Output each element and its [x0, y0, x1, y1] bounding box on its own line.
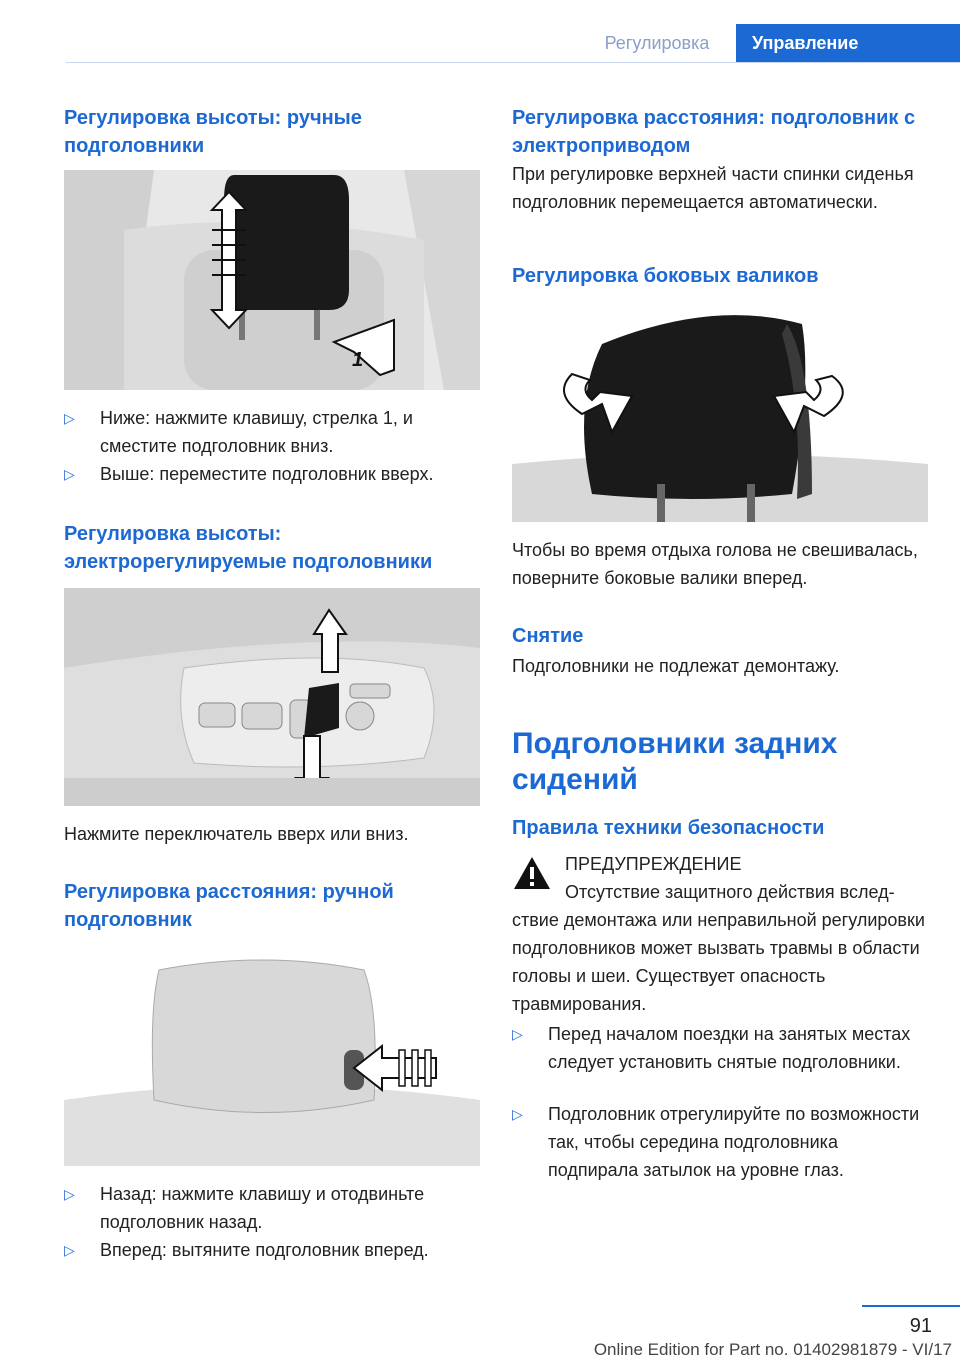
bullet-adjust [512, 1100, 932, 1184]
figure-seat-switch [64, 588, 480, 806]
figure-manual-headrest [64, 170, 480, 390]
figure-label-1: 1 [352, 349, 364, 371]
bullet-forward-text: Вперед: вытяните подголовник вперед. [100, 1240, 429, 1260]
page-number: 91 [909, 1315, 932, 1337]
figure-side-bolsters [512, 304, 928, 522]
header-divider [66, 62, 960, 63]
header-chapter-tab[interactable]: Управление [736, 24, 960, 62]
heading-manual-distance: Регулировка расстояния: ручной подголовник [64, 881, 394, 931]
heading-safety: Правила техники безопасности [512, 817, 825, 839]
bullet-up [64, 460, 480, 488]
triangle-bullet-icon: ▷ [64, 1242, 75, 1258]
bullet-down-text: Ниже: нажмите клавишу, стрелка 1, и сместите подголовник вниз. [100, 408, 413, 456]
triangle-bullet-icon: ▷ [512, 1026, 523, 1042]
heading-electric-height: Регулировка высоты: электрорегулируемые подголовники [64, 523, 433, 573]
footer-edition: Online Edition for Part no. 01402981879 - VI/17 [593, 1340, 952, 1359]
warning-text: Отсутствие защитного действия вследствие демонтажа или неправильной регулировки подголовников может вызвать травмы в области головы и шеи. Существует опасность травмирования. [512, 882, 925, 1014]
paragraph-side: Чтобы во время отдыха голова не свешивалась, поверните боковые валики вперед. [512, 540, 918, 588]
bullet-forward [64, 1236, 480, 1264]
bullet-adjust-text: Подголовник отрегулируйте по возможности так, чтобы середина подголовника подпирала затылок на уровне глаз. [548, 1104, 920, 1180]
bullet-up-text: Выше: переместите подголовник вверх. [100, 464, 434, 484]
bullet-down [64, 404, 480, 460]
footer-divider [862, 1305, 960, 1307]
bullet-before-driving-text: Перед началом поездки на занятых местах следует установить снятые подголовники. [548, 1024, 911, 1072]
heading-removal: Снятие [512, 625, 584, 647]
heading-rear-headrests: Подголовники задних сидений [512, 727, 838, 796]
heading-electric-distance: Регулировка расстояния: подголовник с электроприводом [512, 107, 916, 157]
bullet-before-driving [512, 1020, 932, 1076]
heading-side-bolsters: Регулировка боковых валиков [512, 265, 819, 287]
triangle-bullet-icon: ▷ [64, 466, 75, 482]
figure-headrest-distance [64, 950, 480, 1166]
triangle-bullet-icon: ▷ [64, 1186, 75, 1202]
paragraph-switch: Нажмите переключатель вверх или вниз. [64, 824, 409, 844]
triangle-bullet-icon: ▷ [512, 1106, 523, 1122]
header-section-tab[interactable]: Регулировка [604, 33, 710, 53]
paragraph-auto: При регулировке верхней части спинки сиденья подголовник перемещается автоматически. [512, 164, 914, 212]
bullet-back-text: Назад: нажмите клавишу и отодвиньте подголовник назад. [100, 1184, 425, 1232]
triangle-bullet-icon: ▷ [64, 410, 75, 426]
warning-title: ПРЕДУПРЕЖДЕНИЕ [565, 854, 742, 874]
bullet-back [64, 1180, 480, 1236]
paragraph-removal: Подголовники не подлежат демонтажу. [512, 656, 840, 676]
heading-manual-height: Регулировка высоты: ручные подголовники [64, 107, 362, 157]
